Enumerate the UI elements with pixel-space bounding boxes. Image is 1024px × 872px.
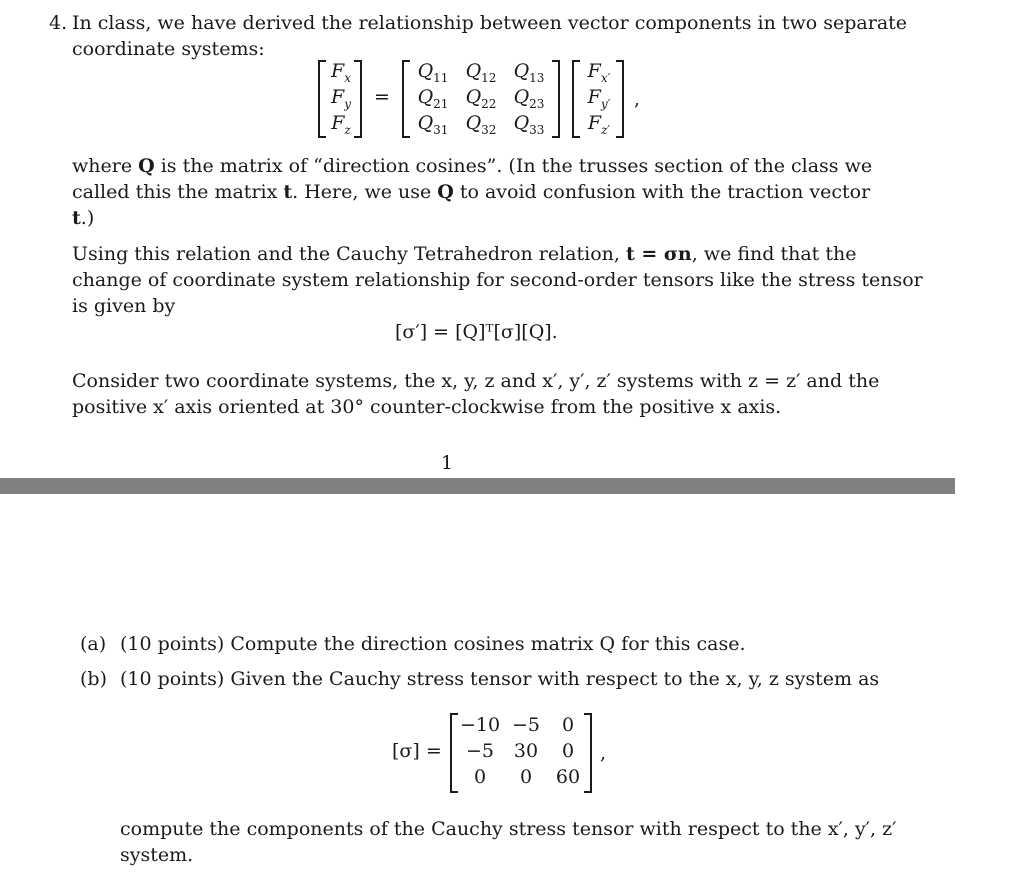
eq1-comma: , <box>633 88 641 110</box>
q31: $Q_{31}$ <box>417 112 449 137</box>
problem-number: 4. <box>49 12 68 34</box>
sigma-23: 0 <box>561 740 575 762</box>
q12: $Q_{12}$ <box>465 60 497 85</box>
page-number: 1 <box>441 452 454 474</box>
sigma-21: −5 <box>465 740 494 762</box>
using-line-3: is given by <box>72 295 176 317</box>
consider-line-2: positive x′ axis oriented at 30° counter-clockwise from the positive x axis. <box>72 396 782 418</box>
q32: $Q_{32}$ <box>465 112 497 137</box>
q21: $Q_{21}$ <box>417 86 449 111</box>
lhs-fz: $F_z$ <box>331 112 351 137</box>
sigma-33: 60 <box>555 766 581 788</box>
q-left-bracket <box>402 60 410 138</box>
rhs-left-bracket <box>572 60 580 138</box>
where-line-2: called this the matrix t. Here, we use Q to avoid confusion with the traction vector <box>72 181 871 203</box>
sigma-left-bracket <box>450 713 458 793</box>
consider-line-1: Consider two coordinate systems, the x, y, z and x′, y′, z′ systems with z = z′ and the <box>72 370 880 392</box>
intro-line-2: coordinate systems: <box>72 38 265 60</box>
sigma-comma: , <box>599 742 607 764</box>
where-line-1: where Q is the matrix of “direction cosines”. (In the trusses section of the class we <box>72 155 873 177</box>
sigma-32: 0 <box>519 766 533 788</box>
lhs-fx: $F_x$ <box>331 60 351 85</box>
sigma-13: 0 <box>561 714 575 736</box>
sigma-11: −10 <box>459 714 501 736</box>
q-right-bracket <box>552 60 560 138</box>
part-b-text: (10 points) Given the Cauchy stress tensor with respect to the x, y, z system as <box>120 668 880 690</box>
q33: $Q_{33}$ <box>513 112 545 137</box>
using-line-2: change of coordinate system relationship for second-order tensors like the stress tensor <box>72 269 923 291</box>
lhs-left-bracket <box>318 60 326 138</box>
using-line-1: Using this relation and the Cauchy Tetrahedron relation, t = σn, we find that the <box>72 243 857 265</box>
sigma-31: 0 <box>473 766 487 788</box>
sigma-12: −5 <box>511 714 540 736</box>
rhs-fx-prime: $F_{x'}$ <box>587 60 611 85</box>
q22: $Q_{22}$ <box>465 86 497 111</box>
part-a-text: (10 points) Compute the direction cosines matrix Q for this case. <box>120 633 746 655</box>
equation-tensor-transform: [σ′] = [Q]ᵀ[σ][Q]. <box>395 321 558 343</box>
part-a-label: (a) <box>80 633 107 655</box>
part-b-label: (b) <box>80 668 107 690</box>
q13: $Q_{13}$ <box>513 60 545 85</box>
sigma-lhs: [σ] = <box>392 740 442 762</box>
compute-line-2: system. <box>120 844 194 866</box>
intro-line-1: In class, we have derived the relationship between vector components in two separate <box>72 12 908 34</box>
rhs-fz-prime: $F_{z'}$ <box>587 112 611 137</box>
page-break-divider <box>0 478 955 494</box>
compute-line-1: compute the components of the Cauchy stress tensor with respect to the x′, y′, z′ <box>120 818 897 840</box>
sigma-22: 30 <box>513 740 539 762</box>
eq1-equals: = <box>374 86 390 108</box>
where-line-3: t.) <box>72 207 95 229</box>
rhs-fy-prime: $F_{y'}$ <box>587 86 611 111</box>
q23: $Q_{23}$ <box>513 86 545 111</box>
lhs-fy: $F_y$ <box>331 86 351 111</box>
q11: $Q_{11}$ <box>417 60 449 85</box>
